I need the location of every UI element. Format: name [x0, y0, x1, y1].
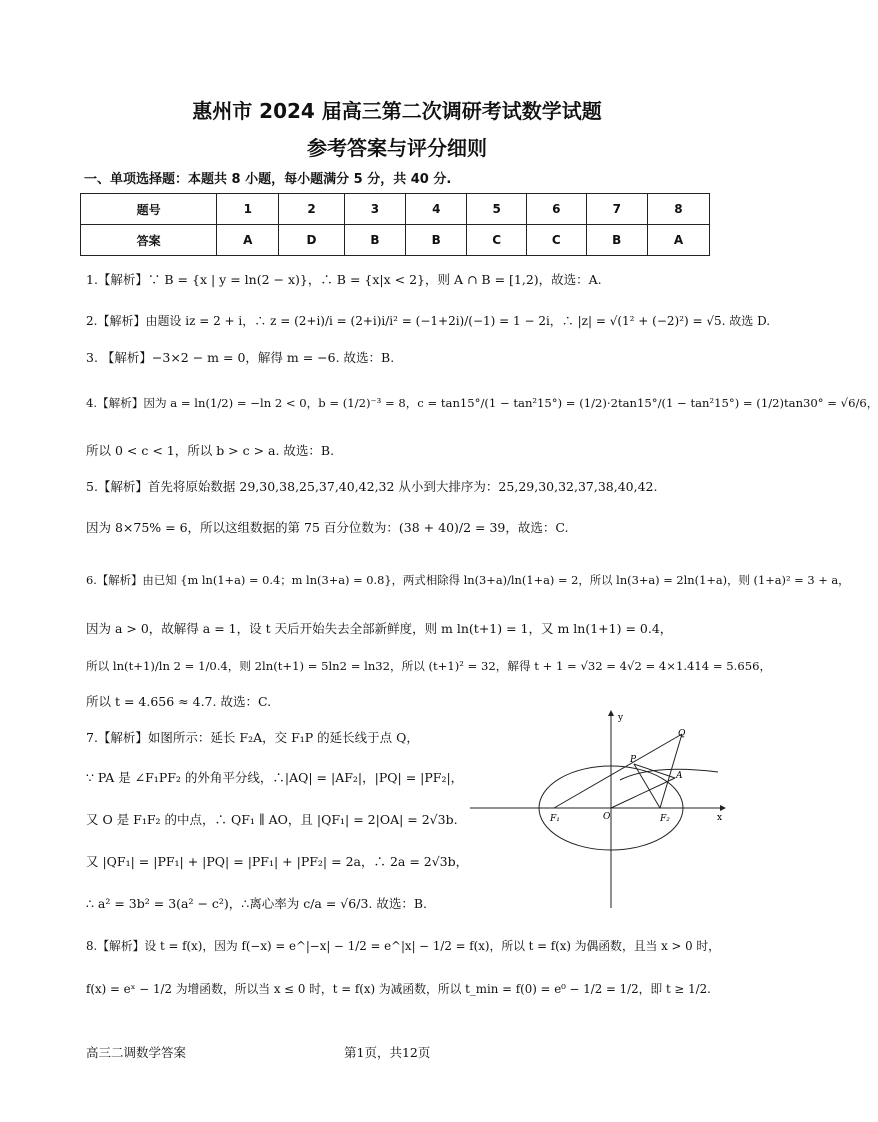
table-cell: 5	[467, 194, 527, 225]
label-o: O	[603, 812, 611, 822]
solution-line: 7.【解析】如图所示：延长 F₂A，交 F₁P 的延长线于点 Q，	[86, 730, 419, 745]
solution-line: 所以 ln(t+1)/ln 2 = 1/0.4，则 2ln(t+1) = 5ln2 = ln32，所以 (t+1)² = 32，解得 t + 1 = √32 = 4√2 = 4×1.414 = 5.656，	[86, 659, 772, 673]
solution-line: 2.【解析】由题设 iz = 2 + i，∴ z = (2+i)/i = (2+i)i/i² = (−1+2i)/(−1) = 1 − 2i，∴ |z| = √(1² + (−2)²) = √5. 故选 D.	[86, 314, 771, 328]
label-p: P	[630, 755, 637, 765]
table-cell: B	[406, 225, 467, 256]
label-f2: F₂	[660, 814, 670, 824]
table-cell: A	[647, 225, 709, 256]
table-cell: 2	[279, 194, 344, 225]
answer-table	[80, 193, 710, 256]
solution-line: 又 |QF₁| = |PF₁| + |PQ| = |PF₁| + |PF₂| = 2a，∴ 2a = 2√3b，	[86, 854, 469, 869]
label-a: A	[676, 771, 683, 781]
table-row	[81, 194, 710, 225]
solution-line: 所以 0 < c < 1，所以 b > c > a. 故选：B.	[86, 443, 335, 458]
section-heading: 一、单项选择题：本题共 8 小题，每小题满分 5 分，共 40 分.	[84, 172, 452, 187]
y-axis-arrow	[608, 710, 614, 716]
table-cell: C	[467, 225, 527, 256]
line-p-a	[634, 764, 675, 778]
solution-line: 1.【解析】∵ B = {x | y = ln(2 − x)}，∴ B = {x|x < 2}，则 A ∩ B = [1,2)，故选：A.	[86, 272, 602, 287]
solution-line: 6.【解析】由已知 {m ln(1+a) = 0.4；m ln(3+a) = 0.8}，两式相除得 ln(3+a)/ln(1+a) = 2，所以 ln(3+a) = 2ln(1+a)，则 (1+a)² = 3 + a，	[86, 573, 850, 587]
page-title: 惠州市 2024 届高三第二次调研考试数学试题	[192, 99, 602, 123]
solution-line: 因为 a > 0，故解得 a = 1，设 t 天后开始失去全部新鲜度，则 m ln(t+1) = 1，又 m ln(1+1) = 0.4，	[86, 621, 673, 636]
table-cell: B	[586, 225, 647, 256]
ellipse-figure	[470, 708, 730, 908]
solution-line: 3. 【解析】−3×2 − m = 0，解得 m = −6. 故选：B.	[86, 350, 395, 365]
table-cell: D	[279, 225, 344, 256]
solution-line: ∵ PA 是 ∠F₁PF₂ 的外角平分线，∴|AQ| = |AF₂|，|PQ| = |PF₂|，	[86, 770, 464, 785]
page-number: 第1页，共12页	[344, 1045, 431, 1060]
table-cell: 4	[406, 194, 467, 225]
solution-line: 所以 t = 4.656 ≈ 4.7. 故选：C.	[86, 694, 272, 709]
solution-line: 4.【解析】因为 a = ln(1/2) = −ln 2 < 0，b = (1/2)⁻³ = 8，c = tan15°/(1 − tan²15°) = (1/2)·2tan15°/(1 − tan²15°) = (1/2)tan30° = √6/6，	[86, 396, 878, 410]
solution-line: 又 O 是 F₁F₂ 的中点，∴ QF₁ ∥ AO，且 |QF₁| = 2|OA| = 2√3b.	[86, 812, 458, 827]
label-y: y	[618, 713, 624, 723]
table-header-cell: 答案	[81, 225, 217, 256]
table-cell: 7	[586, 194, 647, 225]
table-row	[81, 225, 710, 256]
table-cell: 3	[344, 194, 405, 225]
table-cell: C	[527, 225, 587, 256]
solution-line: 5.【解析】首先将原始数据 29,30,38,25,37,40,42,32 从小到大排序为：25,29,30,32,37,38,40,42.	[86, 479, 658, 494]
table-header-cell: 题号	[81, 194, 217, 225]
solution-line: 因为 8×75% = 6，所以这组数据的第 75 百分位数为：(38 + 40)/2 = 39，故选：C.	[86, 520, 569, 535]
table-cell: 8	[647, 194, 709, 225]
table-cell: 6	[527, 194, 587, 225]
solution-line: ∴ a² = 3b² = 3(a² − c²)，∴离心率为 c/a = √6/3. 故选：B.	[86, 896, 427, 911]
table-cell: 1	[217, 194, 279, 225]
line-o-a	[611, 778, 675, 808]
label-x: x	[717, 813, 723, 823]
solution-line: 8.【解析】设 t = f(x)，因为 f(−x) = e^|−x| − 1/2 = e^|x| − 1/2 = f(x)，所以 t = f(x) 为偶函数，且当 x > 0 时，	[86, 939, 720, 953]
footer-left: 高三二调数学答案	[86, 1045, 187, 1060]
solution-line: f(x) = eˣ − 1/2 为增函数，所以当 x ≤ 0 时，t = f(x) 为减函数，所以 t_min = f(0) = e⁰ − 1/2 = 1/2，即 t ≥ 1/2.	[86, 982, 711, 996]
table-cell: A	[217, 225, 279, 256]
label-q: Q	[678, 729, 686, 739]
label-f1: F₁	[550, 814, 560, 824]
table-cell: B	[344, 225, 405, 256]
x-axis-arrow	[720, 805, 726, 811]
page-subtitle: 参考答案与评分细则	[307, 136, 487, 160]
